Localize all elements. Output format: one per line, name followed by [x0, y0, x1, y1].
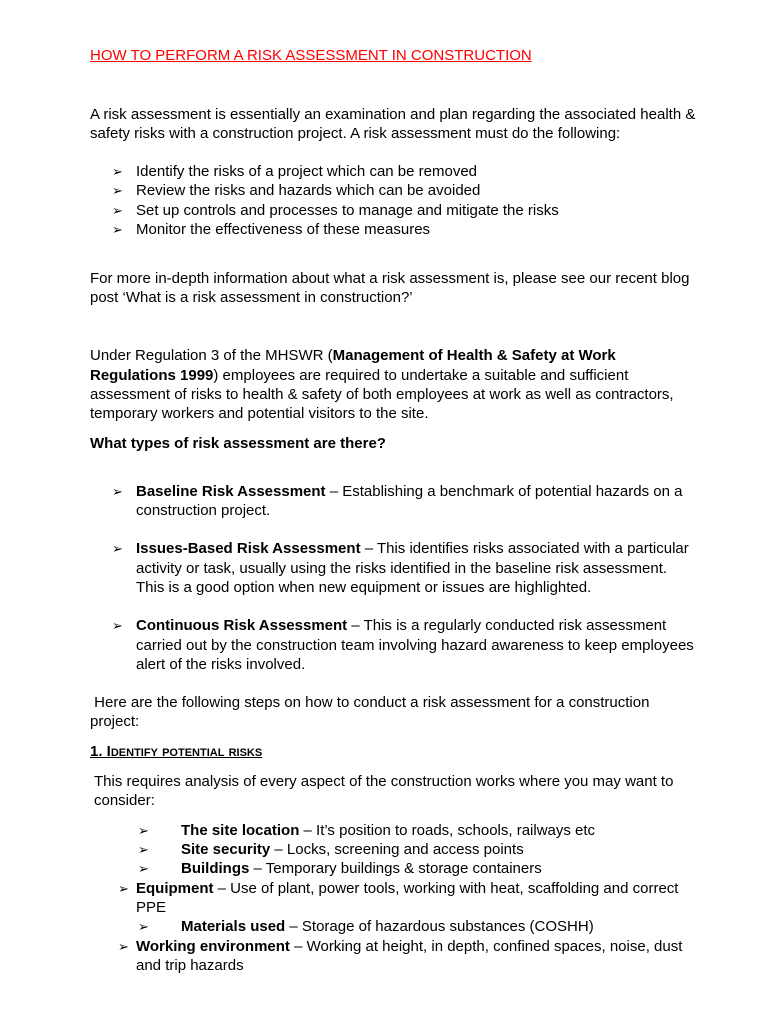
- item-name: Equipment: [136, 880, 214, 897]
- item-name: Materials used: [181, 918, 286, 935]
- list-item: [181, 840, 524, 860]
- intro-line-2: safety risks with a construction project. A risk assessment must do the following:: [90, 125, 621, 142]
- regulation-line-4: temporary workers and potential visitors to the site.: [90, 405, 429, 422]
- regulation-text: ) employees are required to undertake a suitable and sufficient: [213, 367, 629, 384]
- intro-line-1: A risk assessment is essentially an examination and plan regarding the associated health &: [90, 106, 696, 123]
- step-intro-line-1: This requires analysis of every aspect of the construction works where you may want to: [94, 773, 674, 790]
- bullet-icon: ➢: [118, 939, 129, 954]
- item-text-continued: alert of the risks involved.: [136, 656, 306, 673]
- bullet-icon: ➢: [138, 861, 149, 876]
- item-text: – Locks, screening and access points: [270, 841, 524, 858]
- item-name: Baseline Risk Assessment: [136, 483, 326, 500]
- item-name: Continuous Risk Assessment: [136, 617, 348, 634]
- item-text: – Temporary buildings & storage containers: [249, 860, 542, 877]
- list-item: [181, 859, 542, 879]
- list-item: [136, 616, 666, 636]
- bullet-icon: ➢: [138, 842, 149, 857]
- item-name: Working environment: [136, 938, 290, 955]
- item-text-continued: activity or task, usually using the risks identified in the baseline risk assessment.: [136, 560, 668, 577]
- list-item: [181, 917, 594, 937]
- item-name: The site location: [181, 822, 300, 839]
- bullet-icon: ➢: [112, 164, 123, 179]
- steps-intro-line-2: project:: [90, 713, 140, 730]
- item-text-continued: carried out by the construction team involving hazard awareness to keep employees: [136, 637, 694, 654]
- item-name: Buildings: [181, 860, 250, 877]
- list-item: Set up controls and processes to manage and mitigate the risks: [136, 202, 559, 219]
- list-item: Review the risks and hazards which can be avoided: [136, 182, 481, 199]
- step-title: dentify potential risks: [110, 743, 263, 760]
- item-text-continued: and trip hazards: [136, 957, 244, 974]
- step-heading: [90, 742, 262, 762]
- list-item: [181, 821, 595, 841]
- section-heading: What types of risk assessment are there?: [90, 435, 386, 452]
- regulation-bold-text: Management of Health & Safety at Work: [332, 347, 616, 364]
- bullet-icon: ➢: [112, 222, 123, 237]
- list-item: [136, 879, 678, 899]
- item-text: – Storage of hazardous substances (COSHH): [285, 918, 594, 935]
- regulation-line-3: assessment of risks to health & safety of both employees at work as well as contractors,: [90, 386, 674, 403]
- regulation-line-2: [90, 366, 628, 386]
- bullet-icon: ➢: [112, 484, 123, 499]
- list-item: [136, 539, 689, 559]
- item-text: – Establishing a benchmark of potential hazards on a: [325, 483, 683, 500]
- bullet-icon: ➢: [112, 203, 123, 218]
- regulation-text: Under Regulation 3 of the MHSWR (: [90, 347, 333, 364]
- list-item: [136, 937, 682, 957]
- item-text: – Use of plant, power tools, working with heat, scaffolding and correct: [213, 880, 679, 897]
- item-text: – It’s position to roads, schools, railways etc: [299, 822, 596, 839]
- more-info-line-2: post ‘What is a risk assessment in construction?’: [90, 289, 413, 306]
- regulation-bold-text: Regulations 1999: [90, 367, 214, 384]
- item-text-continued: PPE: [136, 899, 167, 916]
- bullet-icon: ➢: [138, 823, 149, 838]
- item-text-continued: This is a good option when new equipment or issues are highlighted.: [136, 579, 592, 596]
- bullet-icon: ➢: [112, 618, 123, 633]
- item-text: – This is a regularly conducted risk assessment: [347, 617, 667, 634]
- step-number: 1. I: [90, 743, 111, 760]
- step-intro-line-2: consider:: [94, 792, 155, 809]
- bullet-icon: ➢: [118, 881, 129, 896]
- bullet-icon: ➢: [112, 541, 123, 556]
- steps-intro-line-1: Here are the following steps on how to conduct a risk assessment for a construction: [90, 694, 650, 711]
- item-text-continued: construction project.: [136, 502, 271, 519]
- list-item: [136, 482, 682, 502]
- item-name: Issues-Based Risk Assessment: [136, 540, 361, 557]
- regulation-line-1: [90, 346, 616, 366]
- item-name: Site security: [181, 841, 271, 858]
- page-title: HOW TO PERFORM A RISK ASSESSMENT IN CONSTRUCTION: [90, 47, 532, 64]
- list-item: Identify the risks of a project which can be removed: [136, 163, 478, 180]
- bullet-icon: ➢: [112, 183, 123, 198]
- item-text: – This identifies risks associated with a particular: [360, 540, 689, 557]
- more-info-line-1: For more in-depth information about what a risk assessment is, please see our recent blog: [90, 270, 690, 287]
- list-item: Monitor the effectiveness of these measures: [136, 221, 431, 238]
- item-text: – Working at height, in depth, confined spaces, noise, dust: [289, 938, 683, 955]
- bullet-icon: ➢: [138, 919, 149, 934]
